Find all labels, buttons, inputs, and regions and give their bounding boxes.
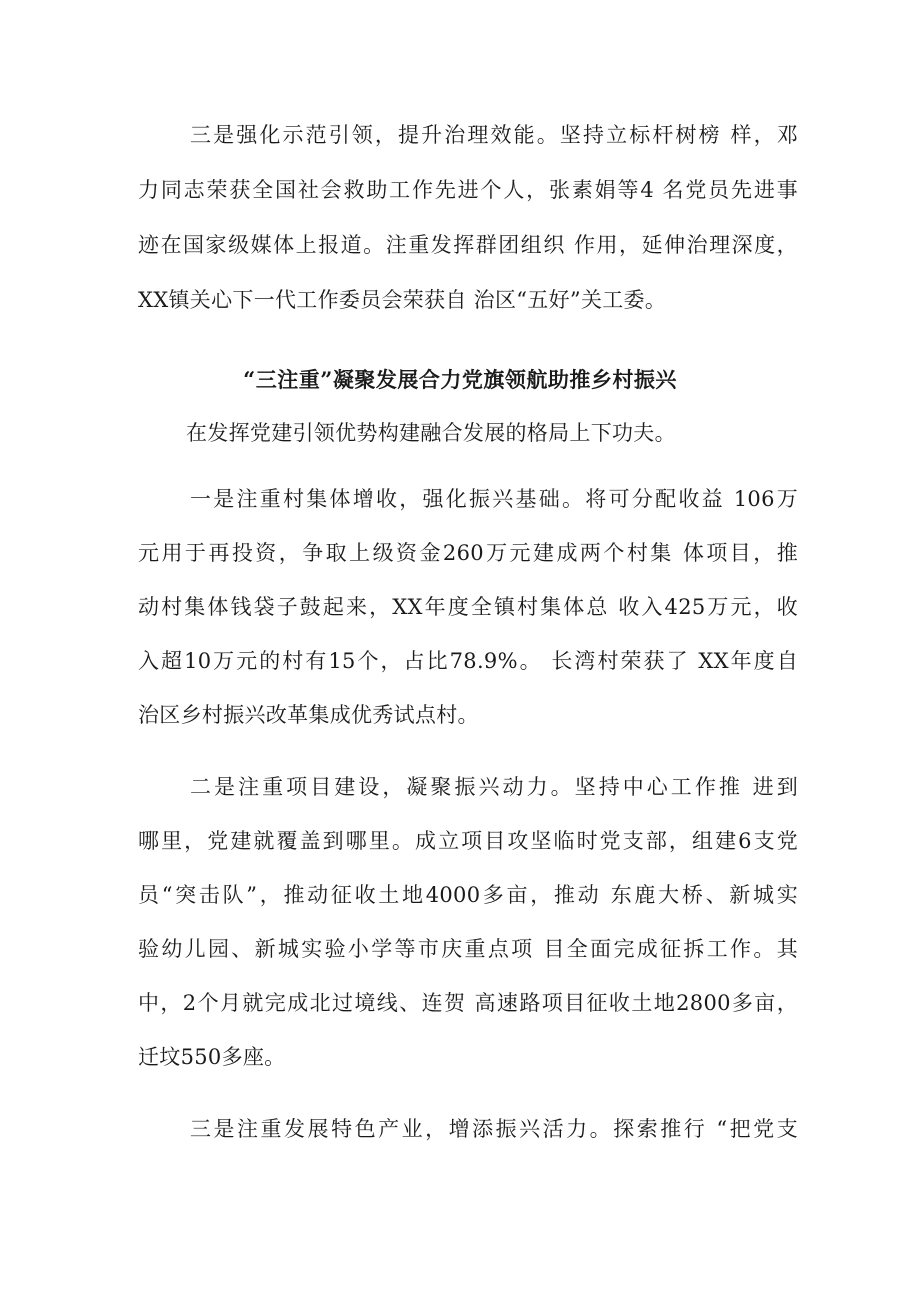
text-line: 迹在国家级媒体上报道。注重发挥群团组织 作用，延伸治理深度， (138, 233, 798, 257)
text-line: 哪里，党建就覆盖到哪里。成立项目攻坚临时党支部，组建6支党 (138, 829, 798, 853)
paragraph-collective-income (138, 480, 798, 735)
text-line: 员“突击队”，推动征收土地4000多亩，推动 东鹿大桥、新城实 (138, 883, 798, 907)
text-line: 在发挥党建引领优势构建融合发展的格局上下功夫。 (186, 421, 676, 445)
text-line: XX镇关心下一代工作委员会荣获自 治区“五好”关工委。 (138, 288, 667, 312)
text-line: 二是注重项目建设，凝聚振兴动力。坚持中心工作推 进到 (190, 775, 798, 799)
text-line: 一是注重村集体增收，强化振兴基础。将可分配收益 106万 (190, 487, 798, 511)
text-line: 中，2个月就完成北过境线、连贺 高速路项目征收土地2800多亩， (138, 991, 798, 1015)
text-line: 三是强化示范引领，提升治理效能。坚持立标杆树榜 样，邓 (190, 123, 798, 147)
text-line: 元用于再投资，争取上级资金260万元建成两个村集 体项目，推 (138, 541, 798, 565)
text-line: 动村集体钱袋子鼓起来，XX年度全镇村集体总 收入425万元，收 (138, 595, 798, 619)
text-line: 力同志荣获全国社会救助工作先进个人，张素娟等4 名党员先进事 (138, 178, 798, 202)
paragraph-specialty-industry (138, 1110, 798, 1149)
text-line: 治区乡村振兴改革集成优秀试点村。 (138, 703, 479, 727)
text-line: 三是注重发展特色产业，增添振兴活力。探索推行 “把党支 (190, 1117, 798, 1141)
paragraph-intro (138, 414, 798, 453)
text-line: 入超10万元的村有15个，占比78.9%。 长湾村荣获了 XX年度自 (138, 649, 798, 673)
text-line: 验幼儿园、新城实验小学等市庆重点项 目全面完成征拆工作。其 (138, 937, 798, 961)
text-line: 迁坟550多座。 (138, 1045, 286, 1069)
paragraph-project-construction (138, 768, 798, 1077)
section-heading: “三注重”凝聚发展合力党旗领航助推乡村振兴 (243, 367, 677, 392)
paragraph-governance (138, 116, 798, 320)
